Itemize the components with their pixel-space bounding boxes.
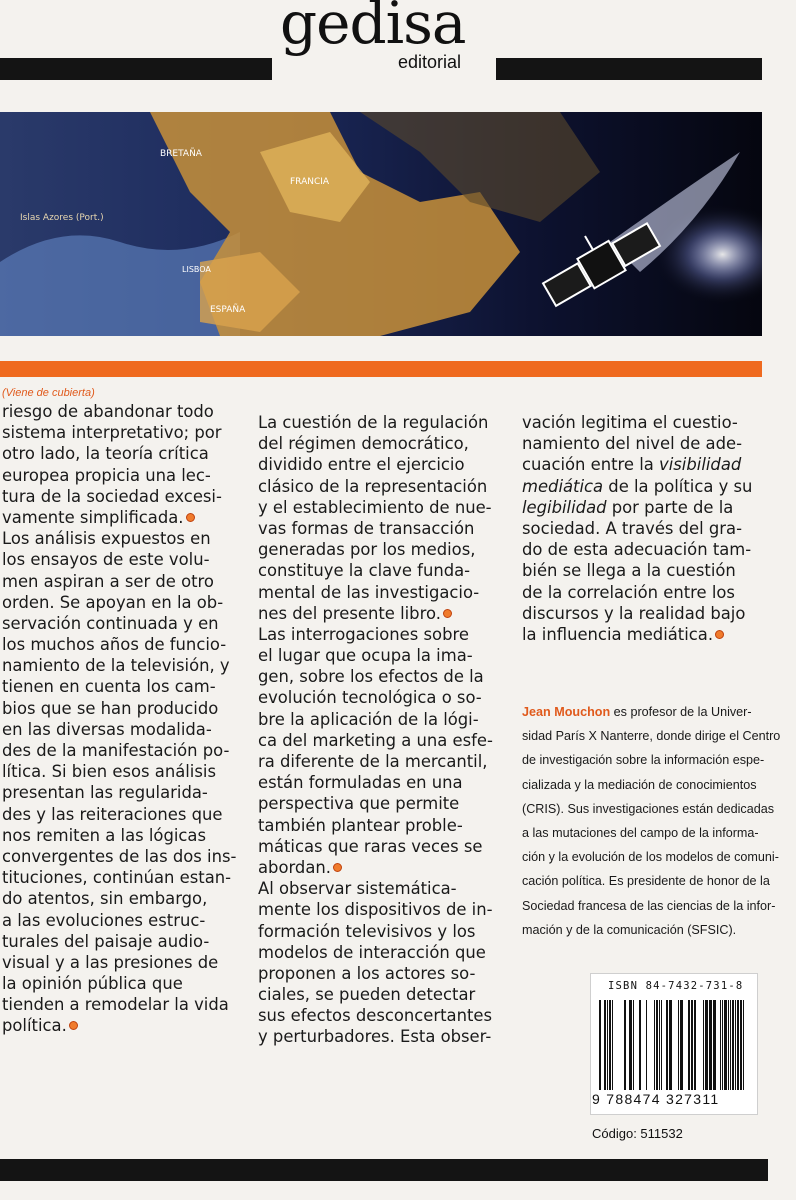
text-line-content: clásico de la representación: [258, 476, 488, 496]
text-column-1: [2, 401, 236, 1037]
text-line-content: los ensayos de este volu-: [2, 550, 210, 570]
text-line-content: bios que se han producido: [2, 698, 219, 718]
accent-divider: [0, 361, 762, 377]
text-line-content: de la correlación entre los: [522, 582, 735, 602]
text-line-content: La cuestión de la regulación: [258, 413, 489, 432]
text-line-content: des de la manifestación po-: [2, 741, 230, 760]
barcode-bar: [722, 1000, 723, 1090]
text-line: [258, 433, 493, 454]
text-line: [522, 454, 752, 475]
text-line: [2, 655, 236, 676]
text-line: [2, 465, 236, 486]
barcode-number: 9 788474 327311: [592, 1091, 720, 1107]
text-line: [258, 539, 493, 560]
text-line: [522, 518, 752, 539]
text-line: [258, 709, 493, 730]
text-line: [2, 931, 236, 952]
text-line: [258, 412, 493, 433]
text-line: [2, 676, 236, 697]
text-line-content: dividido entre el ejercicio: [258, 455, 465, 475]
text-line: [522, 582, 752, 603]
text-line: [522, 433, 752, 454]
bio-line: ción y la evolución de los modelos de comuni-: [522, 850, 779, 865]
text-line: [258, 454, 493, 475]
text-line-content: Los análisis expuestos en: [2, 529, 211, 549]
map-satellite-illustration: [0, 112, 762, 336]
text-line: [2, 528, 236, 549]
paragraph-end-icon: [443, 609, 452, 618]
bio-line-text: es profesor de la Univer-: [610, 705, 752, 719]
barcode-bar: [743, 1000, 744, 1090]
text-line: [2, 401, 236, 422]
text-line: [2, 952, 236, 973]
text-line: [258, 878, 493, 899]
text-line: [2, 719, 236, 740]
barcode-bar: [705, 1000, 708, 1090]
barcode-bar: [629, 1000, 632, 1090]
header-left-bar: [0, 58, 272, 80]
barcode-bar: [609, 1000, 611, 1090]
text-line-content: discursos y la realidad bajo: [522, 603, 746, 623]
text-line: [2, 994, 236, 1015]
bio-line: [522, 700, 780, 724]
text-line: [522, 497, 752, 518]
text-line: [2, 549, 236, 570]
text-line: [2, 825, 236, 846]
paragraph-end-icon: [186, 513, 195, 522]
barcode-bar: [680, 1000, 683, 1090]
text-line-content: des y las reiteraciones que: [2, 804, 223, 824]
bio-line: Sociedad francesa de las ciencias de la infor-: [522, 898, 776, 913]
text-line-content: do de esta adecuación tam-: [522, 540, 752, 560]
barcode-bar: [691, 1000, 693, 1090]
bio-line: cación política. Es presidente de honor de la: [522, 874, 770, 889]
text-line-content: namiento de la televisión, y: [2, 656, 230, 676]
text-line: [258, 1005, 493, 1026]
text-line: [258, 645, 493, 666]
text-line-content: namiento del nivel de ade-: [522, 434, 742, 454]
text-line: [258, 921, 493, 942]
author-name: Jean Mouchon: [522, 705, 611, 719]
text-line-content: ra diferente de la mercantil,: [258, 752, 488, 771]
text-line: [258, 772, 493, 793]
text-line-content: sistema interpretativo; por: [2, 423, 222, 443]
text-line: [258, 942, 493, 963]
text-line-content: la influencia mediática.: [522, 624, 714, 644]
text-line-content: sociedad. A través del gra-: [522, 518, 743, 538]
text-line: [2, 804, 236, 825]
text-line-content: bre la aplicación de la lógi-: [258, 709, 479, 729]
text-line-content: tienden a remodelar la vida: [2, 995, 229, 1015]
text-line: [2, 443, 236, 464]
text-line: [258, 836, 493, 857]
text-line-content: presentan las regularida-: [2, 783, 208, 803]
isbn-label: ISBN 84-7432-731-8: [608, 980, 744, 992]
barcode-bar: [694, 1000, 696, 1090]
text-line: [258, 857, 493, 878]
text-line-content: otro lado, la teoría crítica: [2, 444, 209, 464]
text-line-content: abordan.: [258, 857, 331, 877]
text-line: [258, 815, 493, 836]
text-line: [2, 867, 236, 888]
text-line-content: también plantear proble-: [258, 815, 463, 835]
continuation-note: (Viene de cubierta): [2, 387, 95, 399]
barcode-bar: [730, 1000, 731, 1090]
text-line: [258, 582, 493, 603]
text-line: [258, 518, 493, 539]
text-column-3: [522, 412, 752, 645]
text-line-content: los muchos años de funcio-: [2, 635, 227, 655]
text-line-content: mental de las investigacio-: [258, 582, 480, 602]
bio-line: (CRIS). Sus investigaciones están dedicadas: [522, 801, 775, 816]
text-line: [258, 666, 493, 687]
publisher-subtitle: editorial: [398, 52, 462, 72]
paragraph-end-icon: [69, 1021, 78, 1030]
text-line-content: Las interrogaciones sobre: [258, 624, 469, 644]
map-label: LISBOA: [182, 265, 211, 274]
author-bio: [522, 700, 780, 942]
barcode-bar: [669, 1000, 672, 1090]
text-line-content: máticas que raras veces se: [258, 836, 483, 856]
bio-line: de investigación sobre la información espe-: [522, 753, 765, 768]
text-line: [2, 761, 236, 782]
text-line-content: do atentos, sin embargo,: [2, 889, 208, 909]
text-line-content: tura de la sociedad excesi-: [2, 486, 222, 506]
bio-line: cializada y la mediación de conocimientos: [522, 777, 757, 792]
text-line-content: del régimen democrático,: [258, 434, 469, 454]
text-line: [258, 624, 493, 645]
text-line: [258, 984, 493, 1005]
text-line-content: mediática de la política y su: [522, 476, 753, 496]
text-line-content: y perturbadores. Esta obser-: [258, 1027, 492, 1047]
map-label: FRANCIA: [290, 177, 330, 187]
text-line: [2, 888, 236, 909]
text-line-content: nos remiten a las lógicas: [2, 825, 206, 845]
text-line-content: bién se llega a la cuestión: [522, 561, 736, 581]
text-line-content: men aspiran a ser de otro: [2, 571, 214, 591]
text-line: [522, 539, 752, 560]
text-line: [2, 592, 236, 613]
paragraph-end-icon: [333, 863, 342, 872]
text-line-content: a las evoluciones estruc-: [2, 910, 206, 930]
text-line: [522, 560, 752, 581]
text-line: [2, 846, 236, 867]
bio-line: sidad París X Nanterre, donde dirige el Centro: [522, 729, 781, 744]
barcode-bar: [724, 1000, 727, 1090]
text-line-content: servación continuada y en: [2, 613, 219, 633]
text-line-content: evolución tecnológica o so-: [258, 688, 482, 708]
text-line: [522, 412, 752, 433]
barcode-bar: [709, 1000, 712, 1090]
text-line: [258, 963, 493, 984]
barcode-bar: [639, 1000, 641, 1090]
text-line: [2, 740, 236, 761]
text-line-content: sus efectos desconcertantes: [258, 1006, 493, 1026]
barcode-bar: [740, 1000, 742, 1090]
text-line: [2, 507, 236, 528]
paragraph-end-icon: [715, 630, 724, 639]
barcode-bar: [604, 1000, 606, 1090]
text-line-content: gen, sobre los efectos de la: [258, 667, 484, 687]
text-line-content: y el establecimiento de nue-: [258, 497, 492, 517]
text-line: [258, 497, 493, 518]
text-line-content: modelos de interacción que: [258, 942, 486, 962]
text-line-content: tituciones, continúan estan-: [2, 868, 232, 888]
text-line-content: lítica. Si bien esos análisis: [2, 762, 216, 782]
barcode-bar: [659, 1000, 660, 1090]
text-line-content: vación legitima el cuestio-: [522, 413, 738, 432]
text-line: [258, 1026, 493, 1047]
text-line: [2, 613, 236, 634]
text-line-content: ca del marketing a una esfe-: [258, 730, 493, 750]
barcode-bar: [737, 1000, 739, 1090]
text-line-content: en las diversas modalida-: [2, 719, 212, 739]
text-line-content: orden. Se apoyan en la ob-: [2, 592, 224, 612]
text-line-content: nes del presente libro.: [258, 603, 441, 623]
text-line-content: vas formas de transacción: [258, 518, 475, 538]
text-line: [522, 476, 752, 497]
text-line: [258, 793, 493, 814]
text-line-content: formación televisivos y los: [258, 921, 476, 941]
text-line: [2, 571, 236, 592]
text-column-2: [258, 412, 493, 1048]
bio-line: mación y de la comunicación (SFSIC).: [522, 922, 737, 937]
text-line-content: convergentes de las dos ins-: [2, 846, 237, 866]
text-line: [2, 634, 236, 655]
text-line: [258, 476, 493, 497]
text-line-content: proponen a los actores so-: [258, 963, 476, 983]
text-line: [2, 973, 236, 994]
text-line-content: riesgo de abandonar todo: [2, 402, 214, 421]
barcode-bar: [624, 1000, 626, 1090]
text-line-content: la opinión pública que: [2, 974, 183, 994]
text-line-content: política.: [2, 1016, 67, 1036]
barcode-bar: [612, 1000, 613, 1090]
text-line-content: ciales, se pueden detectar: [258, 985, 476, 1005]
barcode-bar: [607, 1000, 608, 1090]
text-line: [2, 910, 236, 931]
barcode-bar: [678, 1000, 679, 1090]
barcode-bar: [666, 1000, 668, 1090]
text-line: [522, 624, 752, 645]
text-line-content: generadas por los medios,: [258, 540, 476, 560]
text-line: [2, 698, 236, 719]
barcode-bar: [646, 1000, 647, 1090]
text-line: [258, 603, 493, 624]
barcode-bar: [720, 1000, 721, 1090]
text-line: [258, 899, 493, 920]
text-line-content: mente los dispositivos de in-: [258, 900, 493, 920]
text-line-content: legibilidad por parte de la: [522, 497, 734, 517]
barcode-bar: [713, 1000, 716, 1090]
barcode-bar: [735, 1000, 736, 1090]
barcode-bar: [661, 1000, 662, 1090]
map-label: Islas Azores (Port.): [20, 213, 104, 223]
barcode-bar: [599, 1000, 601, 1090]
text-line: [2, 782, 236, 803]
barcode-bar: [633, 1000, 634, 1090]
footer-bar: [0, 1159, 768, 1181]
text-line: [258, 751, 493, 772]
barcode-bar: [654, 1000, 655, 1090]
text-line-content: turales del paisaje audio-: [2, 931, 210, 951]
bio-line: a las mutaciones del campo de la informa-: [522, 825, 759, 840]
text-line-content: Al observar sistemática-: [258, 879, 457, 899]
text-line-content: perspectiva que permite: [258, 794, 460, 814]
map-label: ESPAÑA: [210, 305, 246, 315]
text-line-content: tienen en cuenta los cam-: [2, 677, 216, 697]
text-line: [258, 560, 493, 581]
text-line-content: constituye la clave funda-: [258, 561, 471, 581]
text-line-content: visual y a las presiones de: [2, 952, 219, 972]
text-line: [258, 687, 493, 708]
text-line: [2, 486, 236, 507]
map-label: BRETAÑA: [160, 149, 202, 159]
text-line: [2, 1015, 236, 1036]
text-line-content: vamente simplificada.: [2, 507, 184, 527]
barcode-bar: [656, 1000, 658, 1090]
barcode-bar: [688, 1000, 690, 1090]
barcode-bar: [732, 1000, 734, 1090]
text-line-content: están formuladas en una: [258, 773, 463, 793]
header-right-bar: [496, 58, 762, 80]
barcode-bar: [728, 1000, 729, 1090]
barcode-bar: [703, 1000, 704, 1090]
text-line: [258, 730, 493, 751]
text-line-content: el lugar que ocupa la ima-: [258, 646, 473, 666]
text-line: [522, 603, 752, 624]
text-line: [2, 422, 236, 443]
text-line-content: cuación entre la visibilidad: [522, 455, 742, 475]
publisher-name: gedisa: [280, 0, 466, 57]
text-line-content: europea propicia una lec-: [2, 465, 211, 485]
cover-image-banner: [0, 112, 762, 336]
product-code: Código: 511532: [592, 1126, 683, 1141]
